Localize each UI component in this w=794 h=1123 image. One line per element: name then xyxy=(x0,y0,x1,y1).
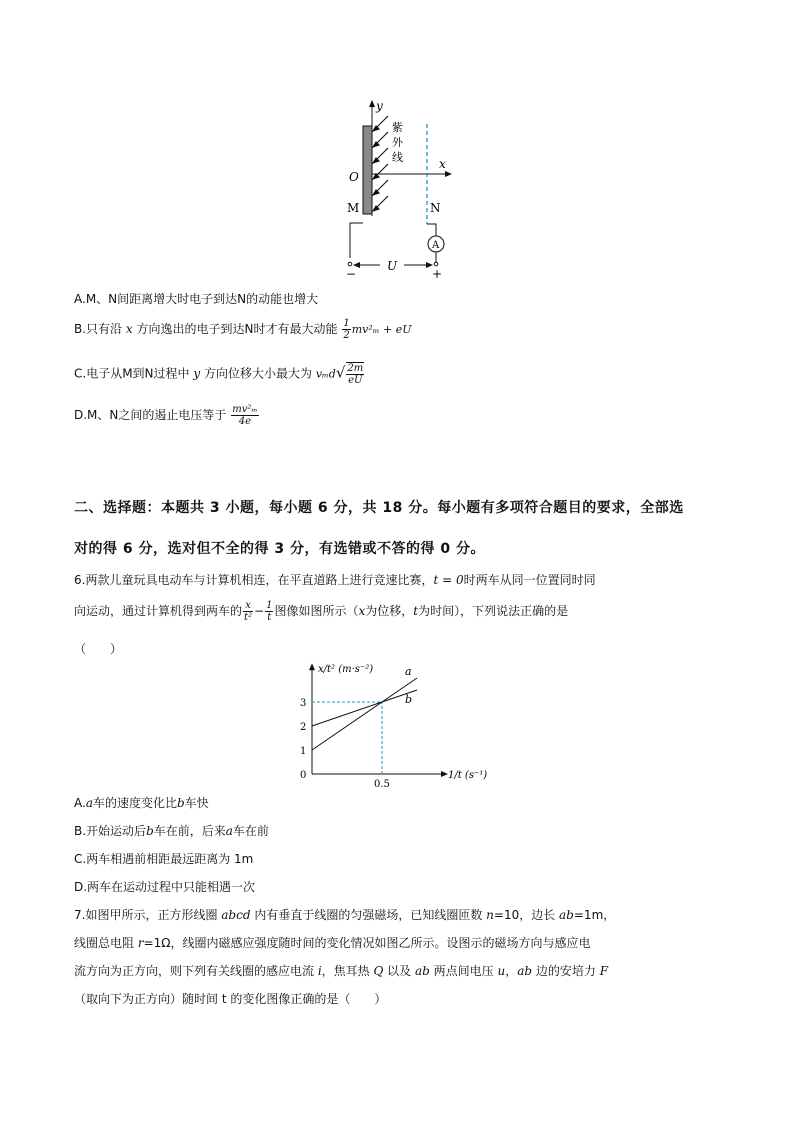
q7-line1-c: =10，边长 xyxy=(493,908,560,922)
q7-line3-i: i xyxy=(317,964,322,978)
q7-line2-b: =1Ω，线圈内磁感应强度随时间的变化情况如图乙所示。设图示的磁场方向与感应电 xyxy=(143,936,591,950)
series-line-a xyxy=(312,678,417,750)
q7-line3-ab: ab xyxy=(414,964,430,978)
q6-option-b-v2: a xyxy=(225,824,233,838)
q6-frac1-den: t² xyxy=(244,612,253,623)
y-axis-label: x/t² (m·s⁻²) xyxy=(318,664,374,675)
q5-option-c-mid: 方向位移大小最大为 xyxy=(203,366,312,381)
q7-line2 xyxy=(74,934,590,952)
y-tick-label: 3 xyxy=(300,698,307,709)
q6-option-a-suffix: 车快 xyxy=(184,796,209,810)
q5-option-b-fraction xyxy=(342,318,350,341)
section2-line2: 对的得 6 分，选对但不全的得 3 分，有选错或不答的得 0 分。 xyxy=(74,541,485,557)
x-tick-label: 0.5 xyxy=(374,779,390,790)
q5-option-b-frac-den: 2 xyxy=(343,330,350,341)
y-tick-label: 2 xyxy=(300,722,307,733)
q6-line2-a: 向运动，通过计算机得到两车的 xyxy=(74,604,243,618)
q7-line3-f: 边的安培力 xyxy=(532,964,600,978)
q5-option-b xyxy=(74,318,411,341)
q6-line2-b: 图像如图所示（ xyxy=(274,604,359,618)
q6-frac1 xyxy=(243,600,253,623)
q6-line1-b: 时两车从同一位置同时同 xyxy=(463,573,596,587)
q5-option-c-frac-den: eU xyxy=(348,375,363,386)
q6-line2-t: t xyxy=(413,604,419,618)
q5-option-a: A.M、N间距离增大时电子到达N的动能也增大 xyxy=(74,292,319,306)
q5-option-d-fraction xyxy=(231,404,258,427)
q7-line3-c: 以及 xyxy=(383,964,415,978)
q5-option-c-formula: vₘd xyxy=(315,367,336,381)
q5-option-c xyxy=(74,362,365,386)
label-u: U xyxy=(387,259,398,273)
terminal-minus xyxy=(348,262,352,266)
label-ammeter: A xyxy=(432,240,440,251)
q7-line1-ab: ab xyxy=(559,908,574,922)
q6-minus: − xyxy=(254,604,265,618)
q7-line3-F: F xyxy=(599,964,609,978)
q6-option-b-prefix: B.开始运动后 xyxy=(74,824,147,838)
q7-line3-b: ，焦耳热 xyxy=(321,964,374,978)
label-uv-3: 线 xyxy=(392,151,403,164)
q5-option-b-prefix: B.只有沿 xyxy=(74,322,123,336)
q5-option-d-frac-num: mv²ₘ xyxy=(232,404,258,415)
q6-line2 xyxy=(74,600,568,623)
q5-option-d-prefix: D.M、N之间的遏止电压等于 xyxy=(74,408,227,422)
q6-frac2-num: 1 xyxy=(266,600,273,611)
sqrt-sign: √ xyxy=(335,363,346,382)
q6-option-b-mid: 车在前，后来 xyxy=(153,824,226,838)
q7-line2-a: 线圈总电阻 xyxy=(74,936,138,950)
plate-m xyxy=(363,126,372,214)
q5-option-c-frac-num: 2m xyxy=(347,363,364,374)
y-tick-label: 1 xyxy=(300,746,307,757)
x-axis-arrow xyxy=(441,771,448,777)
q6-option-a-v1: a xyxy=(85,796,93,810)
q5-option-c-prefix: C.电子从M到N过程中 xyxy=(74,366,190,381)
q5-option-c-fraction xyxy=(346,362,364,386)
q6-frac1-num: x xyxy=(243,600,253,612)
circuit-wire-left xyxy=(350,223,363,258)
label-o: O xyxy=(349,170,359,184)
q6-line1 xyxy=(74,571,596,589)
label-n: N xyxy=(430,201,441,215)
label-plus: + xyxy=(432,267,443,281)
q5-option-b-var: x xyxy=(125,322,133,336)
q7-line1 xyxy=(74,906,615,924)
origin-label: 0 xyxy=(300,770,307,781)
y-axis-arrow xyxy=(309,663,315,670)
series-line-b xyxy=(312,690,417,726)
q5-option-d-frac-den: 4e xyxy=(238,416,251,427)
q7-line3-e: ， xyxy=(505,964,518,978)
series-label-b: b xyxy=(405,693,413,706)
q6-line2-c: 为位移， xyxy=(365,604,414,618)
q6-line1-t: t = 0 xyxy=(433,573,464,587)
q7-line3-u: u xyxy=(497,964,506,978)
q7-line3-a: 流方向为正方向，则下列有关线圈的感应电流 xyxy=(74,964,318,978)
q6-option-a-v2: b xyxy=(176,796,185,810)
photoelectric-diagram xyxy=(330,96,480,286)
terminal-plus xyxy=(434,262,438,266)
q6-option-c: C.两车相遇前相距最远距离为 1m xyxy=(74,852,254,866)
q5-option-b-frac-num: 1 xyxy=(343,318,350,329)
label-y: y xyxy=(376,99,383,113)
x-axis-label: 1/t (s⁻¹) xyxy=(448,770,488,781)
circuit-wire-right xyxy=(427,224,436,236)
q6-line2-x: x xyxy=(358,604,366,618)
q7-line3-d: 两点间电压 xyxy=(429,964,498,978)
label-x: x xyxy=(439,157,446,171)
uv-arrows xyxy=(373,116,388,211)
label-m: M xyxy=(347,201,360,215)
label-uv-2: 外 xyxy=(392,136,403,149)
q6-option-d: D.两车在运动过程中只能相遇一次 xyxy=(74,880,256,894)
q5-option-b-formula: mv²ₘ + eU xyxy=(351,323,412,336)
q7-line1-a: 7.如图甲所示，正方形线圈 xyxy=(74,908,222,922)
q6-blank: （ ） xyxy=(74,642,123,656)
q6-option-a xyxy=(74,794,209,812)
q6-frac2-den: t xyxy=(267,612,272,623)
q6-option-a-prefix: A. xyxy=(74,796,86,810)
y-axis-arrow xyxy=(369,100,375,107)
q5-option-b-mid: 方向逸出的电子到达N时才有最大动能 xyxy=(136,322,338,336)
q6-line2-d: 为时间），下列说法正确的是 xyxy=(418,604,569,618)
q6-option-b xyxy=(74,822,269,840)
series-label-a: a xyxy=(405,665,412,678)
q6-line1-a: 6.两款儿童玩具电动车与计算机相连，在平直道路上进行竞速比赛， xyxy=(74,573,434,587)
q6-chart xyxy=(290,660,500,794)
q7-line3-q: Q xyxy=(373,964,384,978)
q6-frac2 xyxy=(265,600,273,623)
q5-option-d xyxy=(74,404,260,427)
q7-line1-d: =1m， xyxy=(573,908,616,922)
q7-line3 xyxy=(74,962,608,980)
q7-line3-ab2: ab xyxy=(517,964,533,978)
q7-line1-b: 内有垂直于线圈的匀强磁场，已知线圈匝数 xyxy=(250,908,487,922)
q7-line1-abcd: abcd xyxy=(221,908,251,922)
section2-line1: 二、选择题：本题共 3 小题，每小题 6 分，共 18 分。每小题有多项符合题目的要求，全部选 xyxy=(74,500,684,516)
label-uv-1: 紫 xyxy=(392,121,403,134)
q6-option-b-v1: b xyxy=(146,824,154,838)
q7-line4: （取向下为正方向）随时间 t 的变化图像正确的是（ ） xyxy=(74,992,387,1006)
q7-line1-n: n xyxy=(486,908,494,922)
x-axis-arrow xyxy=(445,171,452,177)
q6-option-a-mid: 车的速度变化比 xyxy=(92,796,177,810)
q7-line2-r: r xyxy=(137,936,144,950)
q5-option-c-var: y xyxy=(193,366,201,381)
q6-option-b-suffix: 车在前 xyxy=(232,824,269,838)
label-minus: − xyxy=(346,267,357,281)
